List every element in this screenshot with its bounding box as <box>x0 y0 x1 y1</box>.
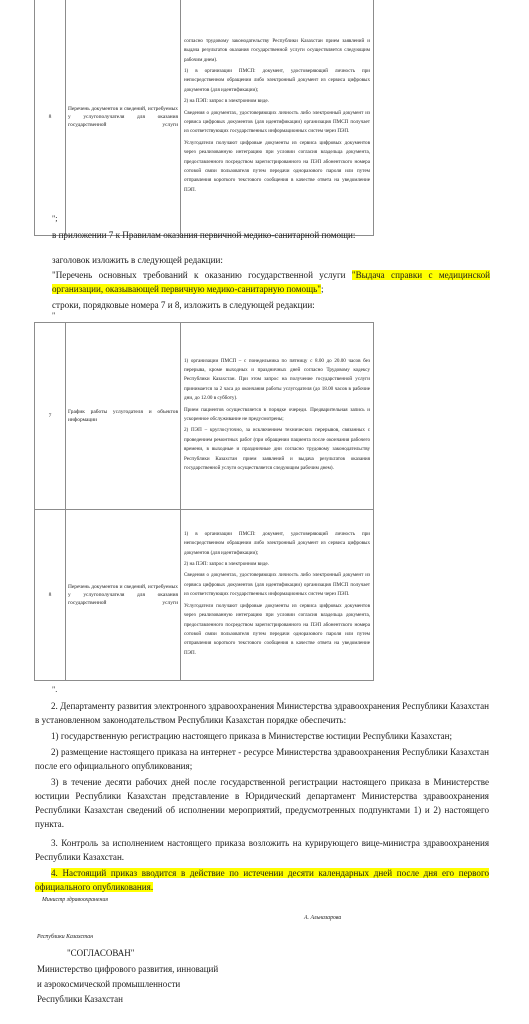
paragraph-2-1: 1) государственную регистрацию настоящего приказа в Министерстве юстиции Республики Казахстан; <box>51 731 453 741</box>
country-label: Республики Казахстан <box>37 934 94 940</box>
row-number: 7 <box>35 323 66 510</box>
heading-line: заголовок изложить в следующей редакции: <box>52 255 223 265</box>
desc-paragraph: согласно трудовому законодательству Республики Казахстан прием заявлений и выдача результатов оказания государственной услуги осуществляется следующим рабочим днем). <box>184 37 370 63</box>
row-description <box>181 323 374 510</box>
desc-paragraph: Услугодатели получают цифровые документы из сервиса цифровых документов через реализованную интеграцию при условии согласия владельца документа, предоставленного посредством зарегистрированного на ПЭП абонентского номера сотовой связи пользователя путем передачи одноразового пароля или путем отправления короткого текстового сообщения в качестве ответа на уведомление ПЭП. <box>184 602 370 656</box>
desc-paragraph: Сведения о документах, удостоверяющих личность либо электронный документ из сервиса цифровых документов (для идентификации) организация ПМСП получает из соответствующих государственных информационных систем через ПЭП. <box>184 109 370 135</box>
requirements-table-continued <box>34 0 374 236</box>
paragraph-2-3: 3) в течение десяти рабочих дней после государственной регистрации настоящего приказа в Министерстве юстиции Республики Казахстан представление в Юридический департамент Министерства здравоохранения Республики Казахстан сведений об исполнении мероприятий, предусмотренных подпунктами 1) и 2) настоящего пункта. <box>35 777 489 829</box>
rows-line: строки, порядковые номера 7 и 8, изложить в следующей редакции: <box>52 300 315 310</box>
requirements-table <box>34 322 374 681</box>
desc-paragraph: 2) на ПЭП: запрос в электронном виде. <box>184 98 269 105</box>
row-number: 8 <box>35 510 66 681</box>
row-description <box>181 510 374 681</box>
desc-paragraph: 2) ПЭП – круглосуточно, за исключением технических перерывов, связанных с проведением ремонтных работ (при обращении пациента после окончания рабочего времени, в выходные и праздничные дни согласно трудовому законодательству Республики Казахстан прием заявлений и выдача результатов оказания государственной услуги осуществляется следующим рабочим днем). <box>184 427 370 472</box>
highlighted-title: "Выдача справки с медицинской организации, оказывающей первичную медико-санитарную помощь" <box>52 270 490 294</box>
row-name: Перечень документов и сведений, истребуемых у услугополучателя для оказания государственной услуги <box>66 0 181 236</box>
title-line <box>52 268 490 296</box>
desc-paragraph: 1) организации ПМСП – с понедельника по пятницу с 8.00 до 20.00 часов без перерыва, кроме выходных и праздничных дней согласно Трудовому кодексу Республики Казахстан. При этом запрос на получение государственной услуги принимается за 2 часа до окончания работы услугодателя (до 18.00 часов в рабочие дни, до 12.00 в субботу). <box>184 357 370 402</box>
desc-paragraph: 2) на ПЭП: запрос в электронном виде. <box>184 561 269 568</box>
agreed-label: "СОГЛАСОВАН" <box>67 948 135 958</box>
approval-line-3: Республики Казахстан <box>37 994 123 1004</box>
desc-paragraph: Услугодатели получают цифровые документы из сервиса цифровых документов через реализованную интеграцию при условии согласия владельца документа, предоставленного посредством зарегистрированного на ПЭП абонентского номера сотовой связи пользователя путем передачи одноразового пароля или путем отправления короткого текстового сообщения в качестве ответа на уведомление ПЭП. <box>184 139 370 193</box>
highlighted-paragraph: 4. Настоящий приказ вводится в действие по истечении десяти календарных дней после дня его первого официального опубликования. <box>35 868 489 892</box>
approval-line-1: Министерство цифрового развития, инноваций <box>37 964 219 974</box>
closing-quote: ". <box>52 685 58 694</box>
table-row <box>35 510 374 681</box>
row-number: 8 <box>35 0 66 236</box>
title-prefix: "Перечень основных требований к оказанию государственной услуги <box>52 270 352 280</box>
row-description <box>181 0 374 236</box>
desc-paragraph: Прием пациентов осуществляется в порядке очереди. Предварительная запись и ускоренное обслуживание не предусмотрены; <box>184 406 370 422</box>
table-row <box>35 0 374 236</box>
desc-paragraph: Сведения о документах, удостоверяющих личность либо электронный документ из сервиса цифровых документов (для идентификации) организация ПМСП получает из соответствующих государственных информационных систем через ПЭП. <box>184 572 370 598</box>
row-name: Перечень документов и сведений, истребуемых у услугополучателя для оказания государственной услуги <box>66 510 181 681</box>
table-row <box>35 323 374 510</box>
desc-paragraph: 1) в организации ПМСП: документ, удостоверяющий личность при непосредственном обращении либо электронный документ из сервиса цифровых документов (для идентификации); <box>184 530 370 556</box>
minister-title: Министр здравоохранения <box>42 897 108 903</box>
closing-quote: "; <box>52 214 58 223</box>
title-suffix: ; <box>320 284 324 294</box>
paragraph-2: 2. Департаменту развития электронного здравоохранения Министерства здравоохранения Республики Казахстан в установленном законодательством Республики Казахстан порядке обеспечить: <box>35 701 489 725</box>
paragraph-2-2: 2) размещение настоящего приказа на интернет - ресурсе Министерства здравоохранения Республики Казахстан после его официального опубликования; <box>35 747 489 771</box>
paragraph-4 <box>35 866 489 894</box>
row-name: График работы услугодателя и объектов информации <box>66 323 181 510</box>
paragraph-3: 3. Контроль за исполнением настоящего приказа возложить на курирующего вице-министра здравоохранения Республики Казахстан. <box>35 838 489 862</box>
opening-quote: " <box>52 311 56 320</box>
minister-name: А. Альназарова <box>304 915 342 921</box>
desc-paragraph: 1) в организации ПМСП: документ, удостоверяющий личность при непосредственном обращении либо электронный документ из сервиса цифровых документов (для идентификации); <box>184 67 370 93</box>
approval-line-2: и аэрокосмической промышленности <box>37 979 181 989</box>
annex-line: в приложении 7 к Правилам оказания первичной медико-санитарной помощи: <box>52 230 356 240</box>
